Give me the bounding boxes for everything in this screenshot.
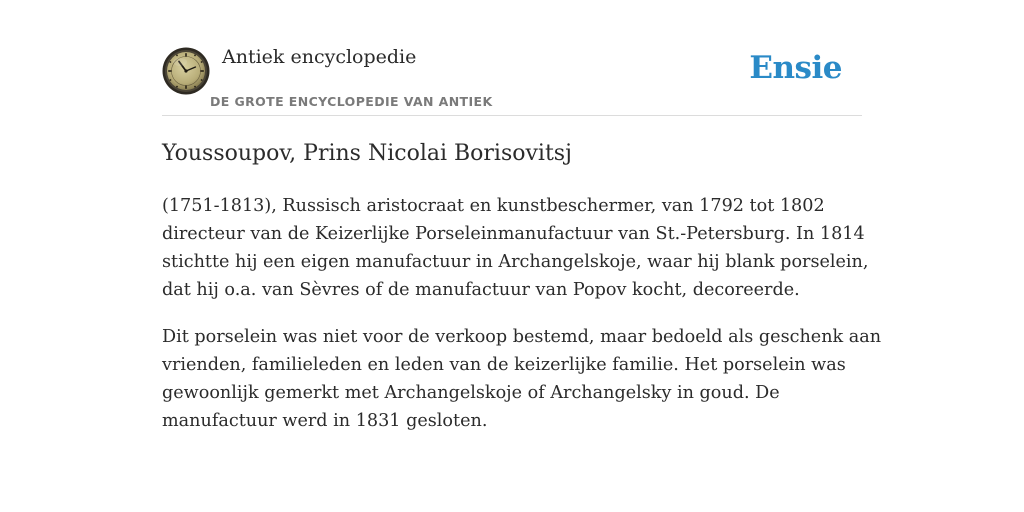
article [162, 138, 882, 435]
paragraph-line: (1751-1813), Russisch aristocraat en kunstbeschermer, van 1792 tot 1802 [162, 196, 825, 216]
paragraph-line: vrienden, familieleden en leden van de keizerlijke familie. Het porselein was [162, 355, 846, 375]
clock-icon-graphic [162, 47, 210, 95]
paragraph-line: gewoonlijk gemerkt met Archangelskoje of Archangelsky in goud. De [162, 383, 780, 403]
site-subtitle: DE GROTE ENCYCLOPEDIE VAN ANTIEK [210, 94, 493, 109]
paragraph-line: directeur van de Keizerlijke Porseleinmanufactuur van St.-Petersburg. In 1814 [162, 224, 865, 244]
article-paragraph [162, 323, 882, 435]
paragraph-line: manufactuur werd in 1831 gesloten. [162, 411, 488, 431]
article-paragraph [162, 192, 869, 304]
paragraph-line: stichtte hij een eigen manufactuur in Archangelskoje, waar hij blank porselein, [162, 252, 869, 272]
paragraph-line: dat hij o.a. van Sèvres of de manufactuur van Popov kocht, decoreerde. [162, 280, 800, 300]
ensie-brand-link[interactable]: Ensie [749, 50, 842, 86]
site-title-link[interactable]: Antiek encyclopedie [222, 46, 417, 68]
clock-icon[interactable] [162, 47, 210, 95]
article-title: Youssoupov, Prins Nicolai Borisovitsj [162, 141, 572, 166]
paragraph-line: Dit porselein was niet voor de verkoop bestemd, maar bedoeld als geschenk aan [162, 327, 882, 347]
header-divider [162, 115, 862, 116]
site-header [162, 44, 862, 116]
